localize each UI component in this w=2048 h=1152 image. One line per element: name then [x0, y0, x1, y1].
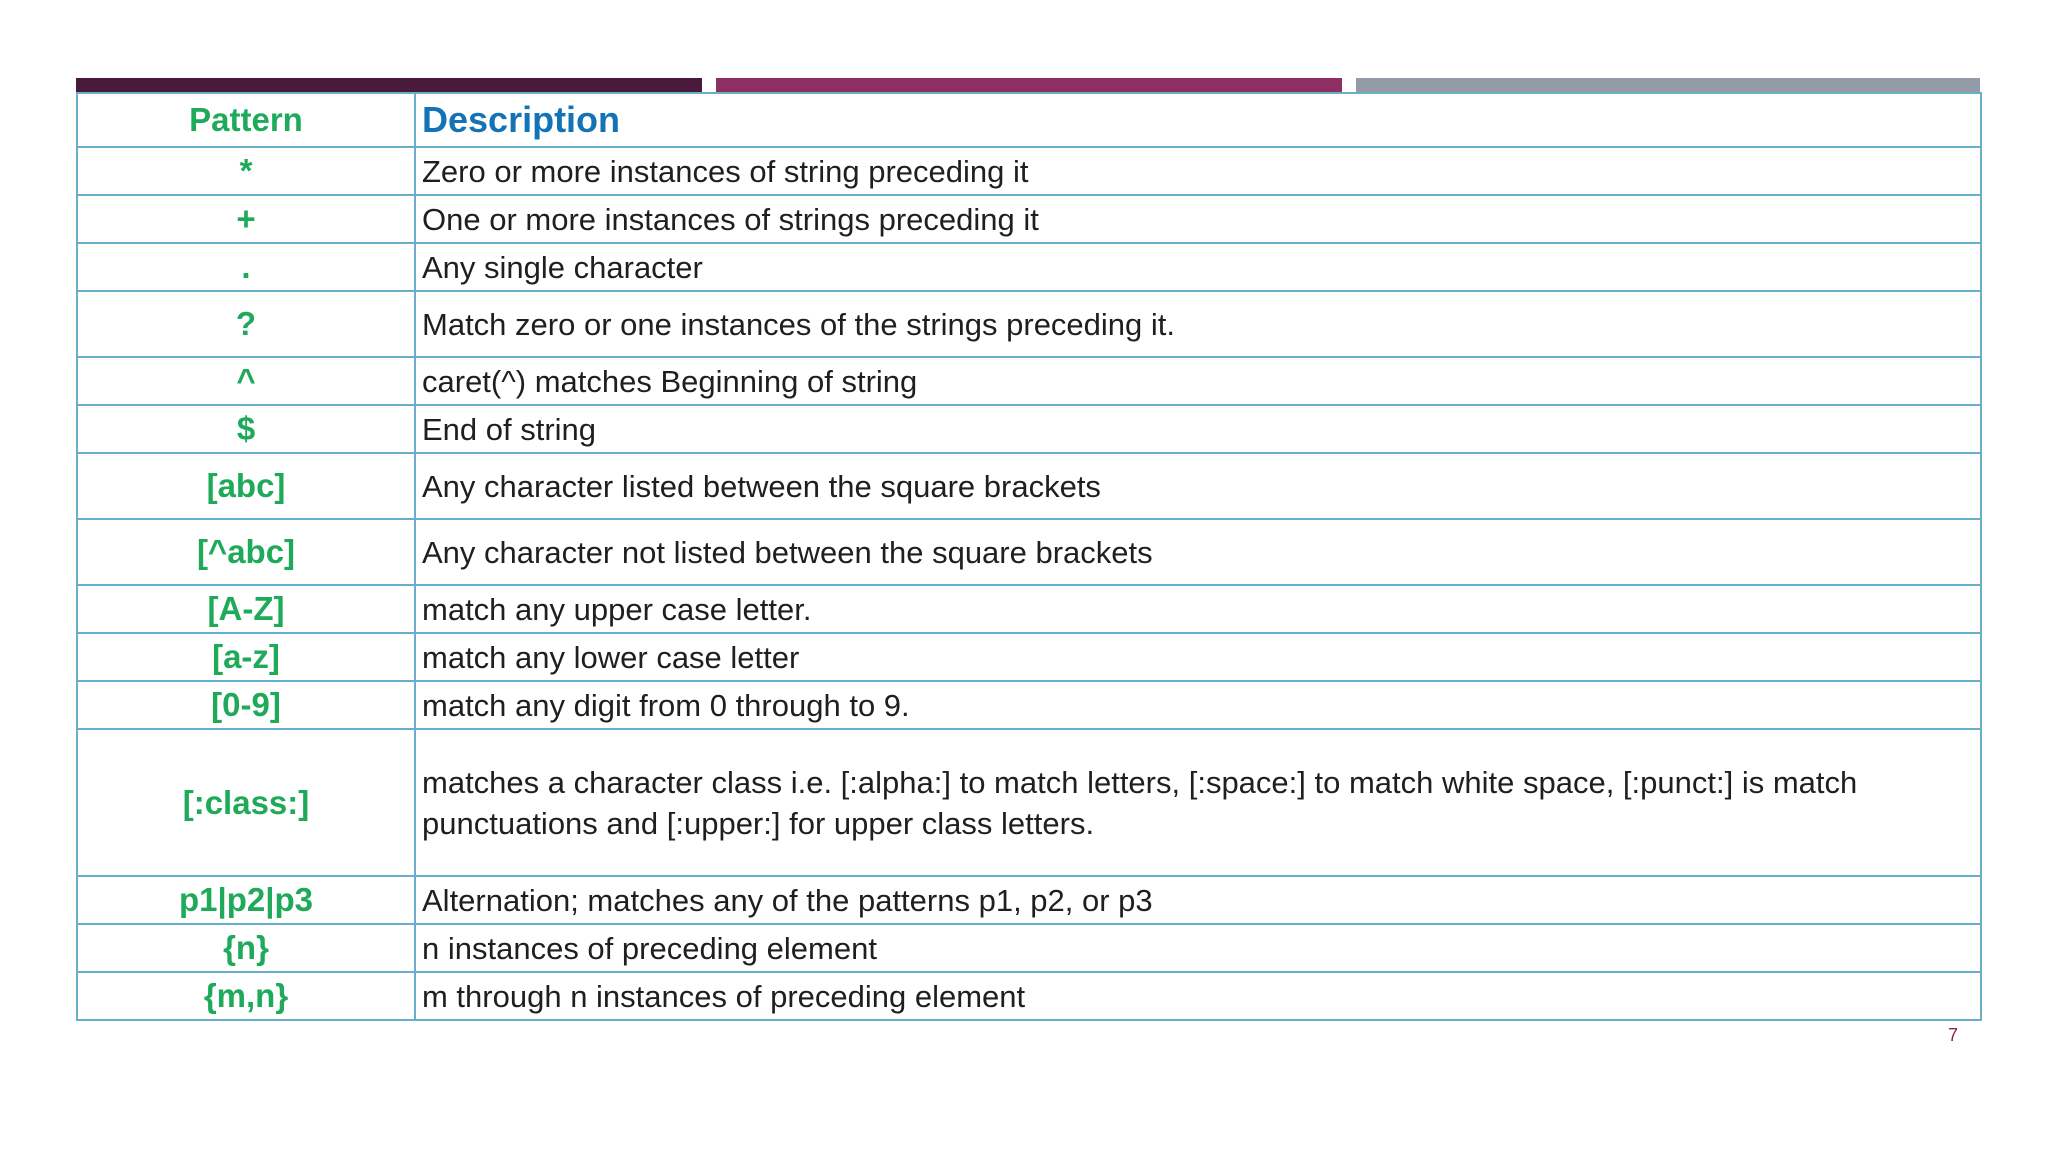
pattern-cell: $ [77, 405, 415, 453]
description-cell: Any character listed between the square brackets [415, 453, 1981, 519]
page-number: 7 [1947, 1025, 1958, 1045]
pattern-cell: [0-9] [77, 681, 415, 729]
description-cell: match any upper case letter. [415, 585, 1981, 633]
table-row [77, 924, 1981, 972]
description-cell: Any single character [415, 243, 1981, 291]
header-pattern: Pattern [77, 93, 415, 147]
pattern-cell: * [77, 147, 415, 195]
table-row [77, 405, 1981, 453]
pattern-cell: p1|p2|p3 [77, 876, 415, 924]
description-cell: m through n instances of preceding element [415, 972, 1981, 1020]
table-row [77, 972, 1981, 1020]
table-row [77, 147, 1981, 195]
header-description: Description [415, 93, 1981, 147]
pattern-cell: ? [77, 291, 415, 357]
pattern-cell: [:class:] [77, 729, 415, 876]
description-cell: match any lower case letter [415, 633, 1981, 681]
description-cell: One or more instances of strings preceding it [415, 195, 1981, 243]
description-cell: match any digit from 0 through to 9. [415, 681, 1981, 729]
pattern-cell: + [77, 195, 415, 243]
table-row [77, 357, 1981, 405]
table-row [77, 195, 1981, 243]
description-cell: Any character not listed between the square brackets [415, 519, 1981, 585]
table-row [77, 291, 1981, 357]
pattern-cell: [^abc] [77, 519, 415, 585]
table-row [77, 876, 1981, 924]
accent-bar-gray [1356, 78, 1980, 93]
table-row [77, 453, 1981, 519]
accent-bar-magenta [716, 78, 1342, 93]
description-cell: n instances of preceding element [415, 924, 1981, 972]
description-cell: End of string [415, 405, 1981, 453]
pattern-cell: [a-z] [77, 633, 415, 681]
table-row [77, 243, 1981, 291]
description-cell: Alternation; matches any of the patterns p1, p2, or p3 [415, 876, 1981, 924]
table-row [77, 681, 1981, 729]
pattern-cell: . [77, 243, 415, 291]
pattern-cell: ^ [77, 357, 415, 405]
table-header-row [77, 93, 1981, 147]
table-row [77, 519, 1981, 585]
description-cell: caret(^) matches Beginning of string [415, 357, 1981, 405]
table-row [77, 585, 1981, 633]
pattern-cell: {n} [77, 924, 415, 972]
accent-bars [76, 78, 1980, 93]
pattern-cell: [abc] [77, 453, 415, 519]
description-cell: matches a character class i.e. [:alpha:] to match letters, [:space:] to match white space, [:punct:] is match punctuations and [:upper:] for upper class letters. [415, 729, 1981, 876]
description-cell: Zero or more instances of string preceding it [415, 147, 1981, 195]
pattern-cell: {m,n} [77, 972, 415, 1020]
regex-pattern-table [76, 92, 1982, 1021]
accent-bar-dark-purple [76, 78, 702, 93]
description-cell: Match zero or one instances of the strings preceding it. [415, 291, 1981, 357]
pattern-cell: [A-Z] [77, 585, 415, 633]
table-row [77, 729, 1981, 876]
regex-pattern-table-container [76, 92, 1980, 1021]
table-row [77, 633, 1981, 681]
